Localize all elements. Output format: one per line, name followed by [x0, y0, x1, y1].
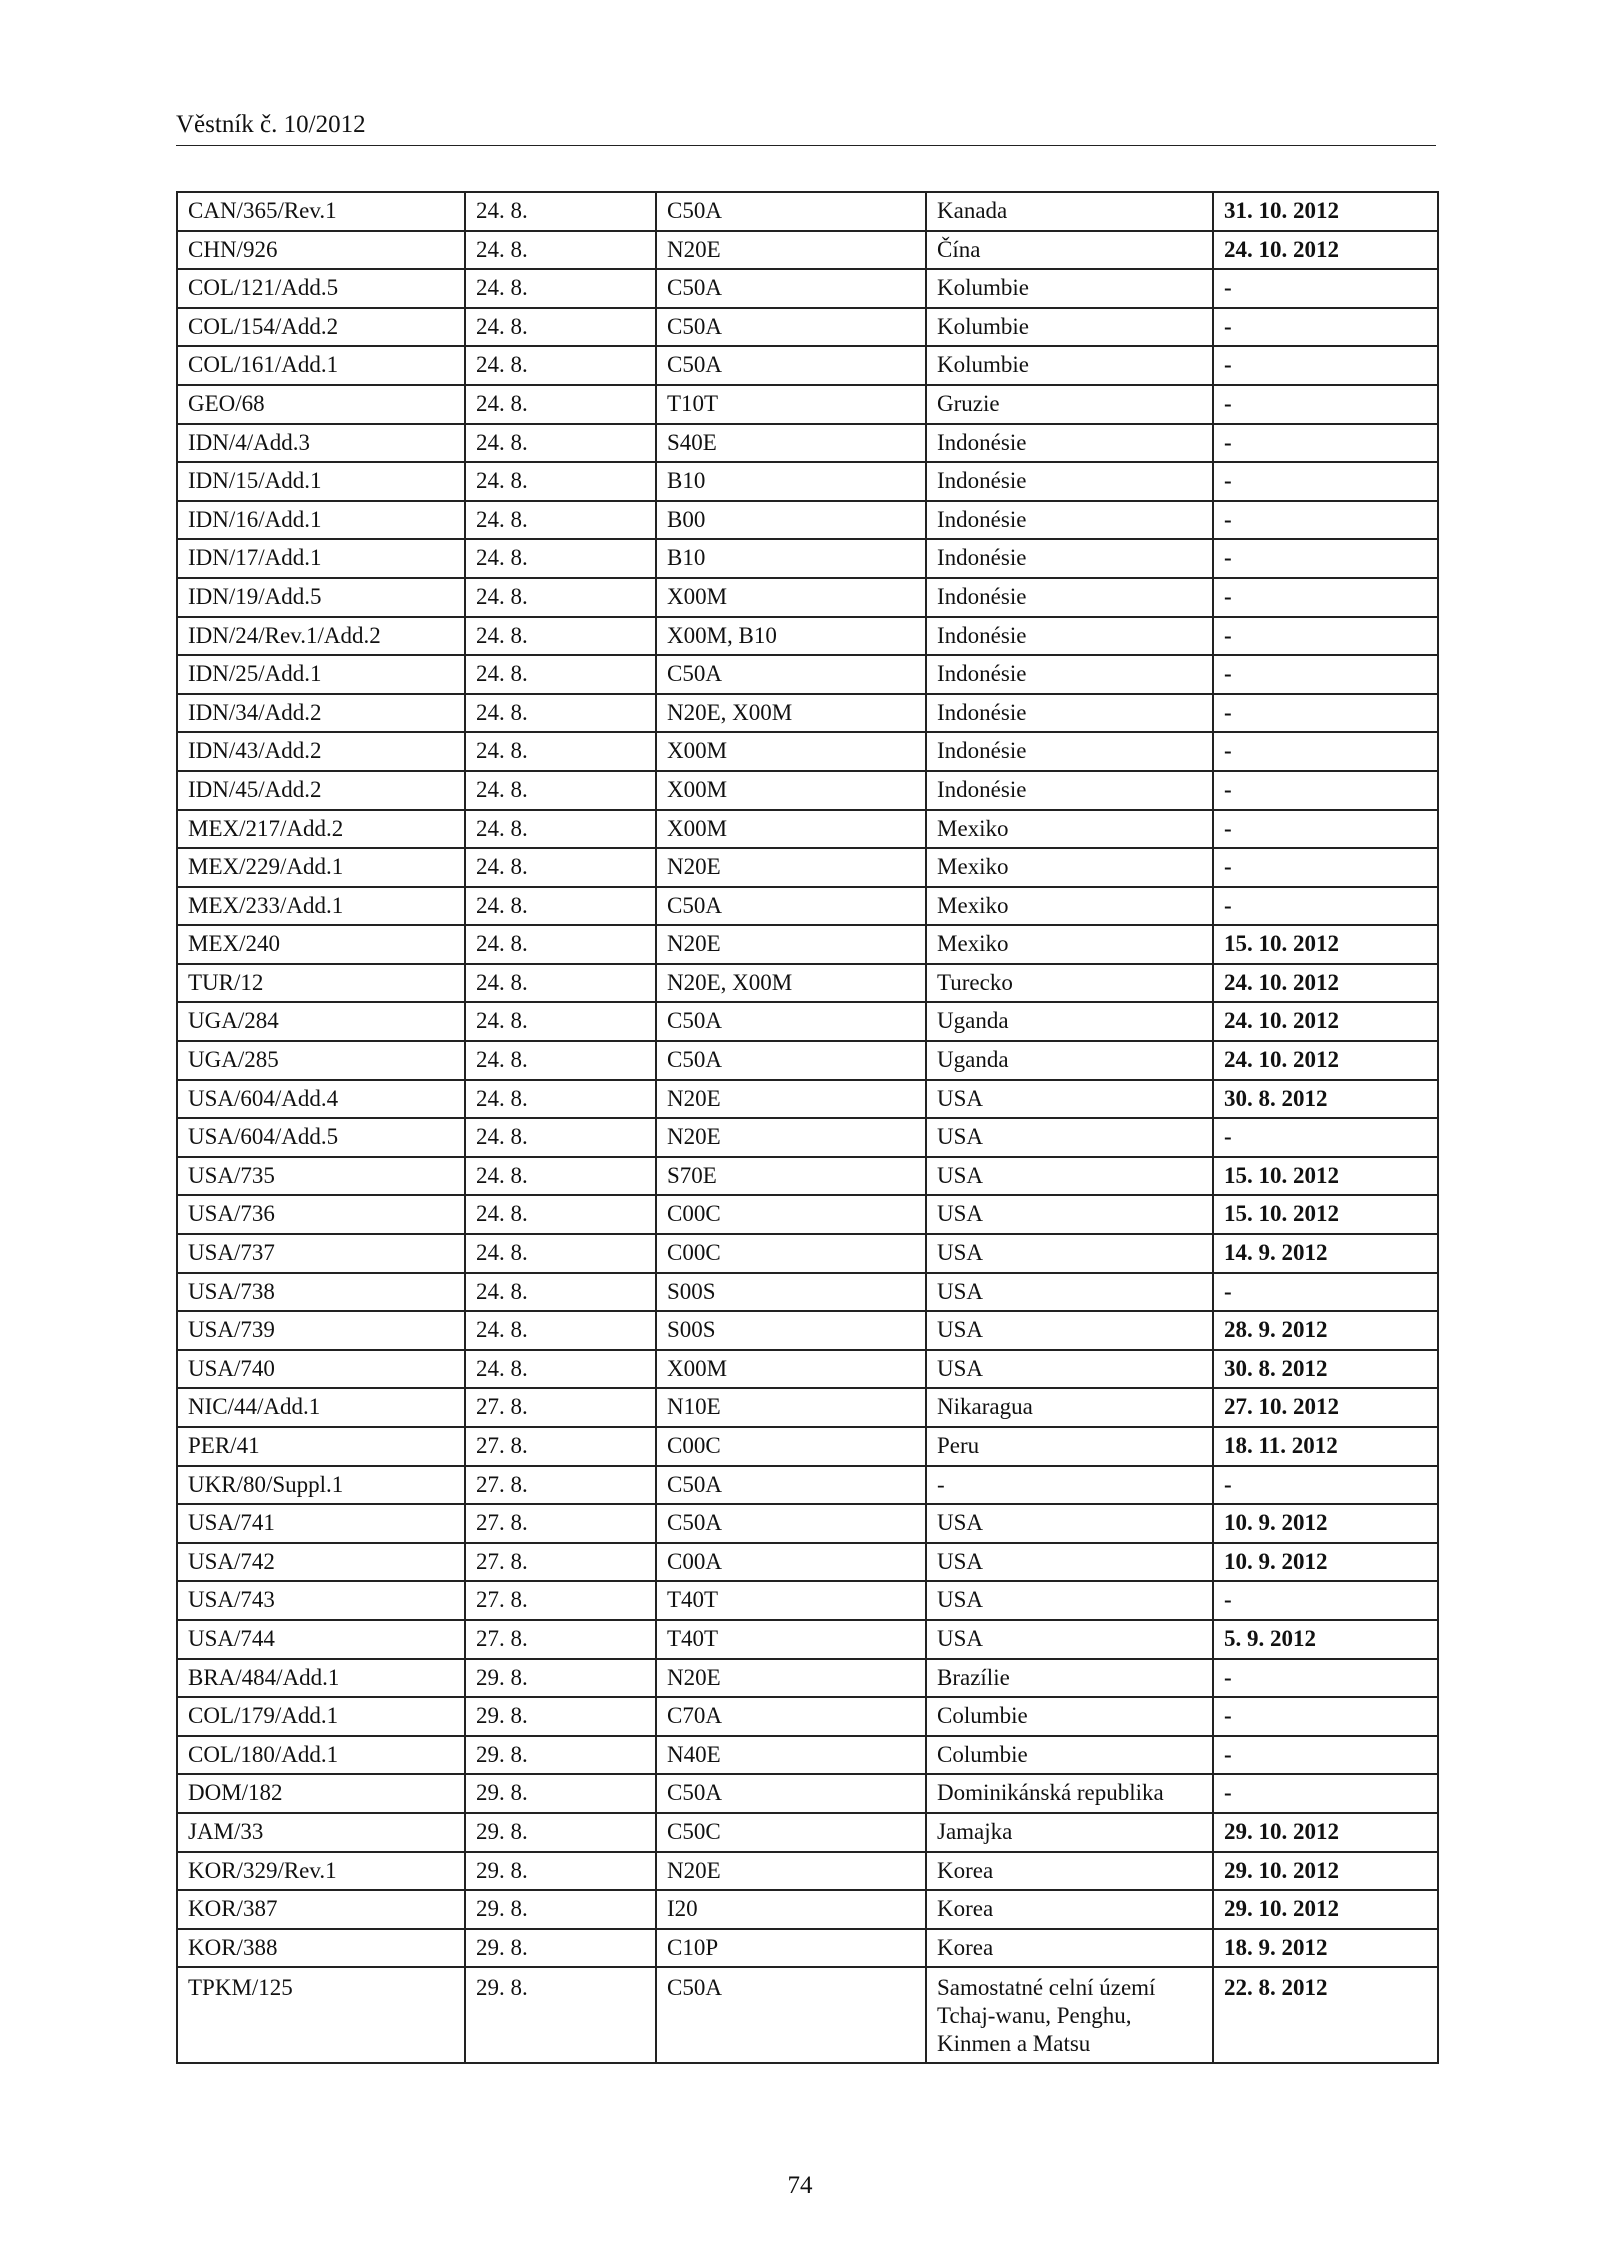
country-cell: Korea: [926, 1852, 1213, 1891]
symbol-cell: UGA/284: [177, 1002, 465, 1041]
deadline-cell: 28. 9. 2012: [1213, 1311, 1438, 1350]
code-cell: N20E: [656, 1118, 926, 1157]
symbol-cell: IDN/4/Add.3: [177, 424, 465, 463]
deadline-cell: -: [1213, 424, 1438, 463]
date-cell: 29. 8.: [465, 1659, 656, 1698]
date-cell: 27. 8.: [465, 1427, 656, 1466]
table-row: [177, 231, 1438, 270]
table-row: [177, 1388, 1438, 1427]
date-cell: 24. 8.: [465, 655, 656, 694]
code-cell: X00M: [656, 1350, 926, 1389]
symbol-cell: USA/604/Add.5: [177, 1118, 465, 1157]
table-row: [177, 308, 1438, 347]
date-cell: 29. 8.: [465, 1736, 656, 1775]
code-cell: C50A: [656, 1002, 926, 1041]
country-cell: USA: [926, 1273, 1213, 1312]
date-cell: 24. 8.: [465, 539, 656, 578]
deadline-cell: -: [1213, 1736, 1438, 1775]
date-cell: 24. 8.: [465, 424, 656, 463]
symbol-cell: BRA/484/Add.1: [177, 1659, 465, 1698]
date-cell: 24. 8.: [465, 771, 656, 810]
code-cell: C00A: [656, 1543, 926, 1582]
symbol-cell: GEO/68: [177, 385, 465, 424]
date-cell: 24. 8.: [465, 617, 656, 656]
date-cell: 29. 8.: [465, 1852, 656, 1891]
symbol-cell: MEX/233/Add.1: [177, 887, 465, 926]
code-cell: S00S: [656, 1273, 926, 1312]
country-cell: Mexiko: [926, 887, 1213, 926]
symbol-cell: IDN/45/Add.2: [177, 771, 465, 810]
date-cell: 24. 8.: [465, 1041, 656, 1080]
symbol-cell: USA/737: [177, 1234, 465, 1273]
code-cell: C50A: [656, 1774, 926, 1813]
table-row: [177, 1311, 1438, 1350]
table-row: [177, 1813, 1438, 1852]
code-cell: C50A: [656, 887, 926, 926]
country-cell: USA: [926, 1118, 1213, 1157]
symbol-cell: USA/735: [177, 1157, 465, 1196]
date-cell: 24. 8.: [465, 1157, 656, 1196]
code-cell: X00M: [656, 732, 926, 771]
deadline-cell: -: [1213, 1659, 1438, 1698]
date-cell: 29. 8.: [465, 1890, 656, 1929]
date-cell: 24. 8.: [465, 346, 656, 385]
table-row: [177, 269, 1438, 308]
table-row: [177, 655, 1438, 694]
country-cell: USA: [926, 1350, 1213, 1389]
code-cell: T40T: [656, 1581, 926, 1620]
deadline-cell: 14. 9. 2012: [1213, 1234, 1438, 1273]
table-row: [177, 1697, 1438, 1736]
deadline-cell: -: [1213, 1581, 1438, 1620]
symbol-cell: USA/738: [177, 1273, 465, 1312]
date-cell: 24. 8.: [465, 1311, 656, 1350]
code-cell: B10: [656, 462, 926, 501]
country-cell: Samostatné celní území Tchaj-wanu, Penghu, Kinmen a Matsu: [926, 1967, 1213, 2063]
date-cell: 27. 8.: [465, 1466, 656, 1505]
deadline-cell: 29. 10. 2012: [1213, 1852, 1438, 1891]
date-cell: 24. 8.: [465, 964, 656, 1003]
deadline-cell: -: [1213, 501, 1438, 540]
table-row: [177, 1350, 1438, 1389]
country-cell: Indonésie: [926, 424, 1213, 463]
date-cell: 24. 8.: [465, 848, 656, 887]
table-row: [177, 887, 1438, 926]
table-row: [177, 1967, 1438, 2063]
deadline-cell: 18. 9. 2012: [1213, 1929, 1438, 1968]
deadline-cell: -: [1213, 1774, 1438, 1813]
deadline-cell: -: [1213, 1697, 1438, 1736]
deadline-cell: 27. 10. 2012: [1213, 1388, 1438, 1427]
code-cell: B00: [656, 501, 926, 540]
deadline-cell: 29. 10. 2012: [1213, 1813, 1438, 1852]
table-row: [177, 1041, 1438, 1080]
country-cell: USA: [926, 1504, 1213, 1543]
date-cell: 24. 8.: [465, 1234, 656, 1273]
date-cell: 24. 8.: [465, 1273, 656, 1312]
table-row: [177, 424, 1438, 463]
table-row: [177, 810, 1438, 849]
deadline-cell: -: [1213, 655, 1438, 694]
date-cell: 27. 8.: [465, 1620, 656, 1659]
symbol-cell: KOR/329/Rev.1: [177, 1852, 465, 1891]
table-row: [177, 385, 1438, 424]
table-row: [177, 1620, 1438, 1659]
table-row: [177, 732, 1438, 771]
date-cell: 27. 8.: [465, 1543, 656, 1582]
code-cell: C50C: [656, 1813, 926, 1852]
deadline-cell: -: [1213, 887, 1438, 926]
table-row: [177, 1002, 1438, 1041]
symbol-cell: UKR/80/Suppl.1: [177, 1466, 465, 1505]
code-cell: C70A: [656, 1697, 926, 1736]
table-row: [177, 1195, 1438, 1234]
table-row: [177, 501, 1438, 540]
date-cell: 24. 8.: [465, 1350, 656, 1389]
table-row: [177, 771, 1438, 810]
table-body: [177, 192, 1438, 2063]
country-cell: Columbie: [926, 1697, 1213, 1736]
date-cell: 24. 8.: [465, 732, 656, 771]
table-row: [177, 1852, 1438, 1891]
country-cell: Nikaragua: [926, 1388, 1213, 1427]
country-cell: USA: [926, 1080, 1213, 1119]
country-cell: Kolumbie: [926, 269, 1213, 308]
symbol-cell: IDN/25/Add.1: [177, 655, 465, 694]
date-cell: 24. 8.: [465, 385, 656, 424]
country-cell: Indonésie: [926, 617, 1213, 656]
symbol-cell: IDN/24/Rev.1/Add.2: [177, 617, 465, 656]
symbol-cell: KOR/387: [177, 1890, 465, 1929]
table-row: [177, 925, 1438, 964]
date-cell: 29. 8.: [465, 1929, 656, 1968]
symbol-cell: MEX/240: [177, 925, 465, 964]
table-row: [177, 1543, 1438, 1582]
symbol-cell: UGA/285: [177, 1041, 465, 1080]
country-cell: Korea: [926, 1929, 1213, 1968]
table-row: [177, 539, 1438, 578]
table-row: [177, 1890, 1438, 1929]
deadline-cell: -: [1213, 308, 1438, 347]
symbol-cell: IDN/43/Add.2: [177, 732, 465, 771]
table-row: [177, 1234, 1438, 1273]
symbol-cell: IDN/16/Add.1: [177, 501, 465, 540]
symbol-cell: USA/743: [177, 1581, 465, 1620]
table-row: [177, 1466, 1438, 1505]
deadline-cell: -: [1213, 462, 1438, 501]
code-cell: X00M, B10: [656, 617, 926, 656]
symbol-cell: COL/161/Add.1: [177, 346, 465, 385]
date-cell: 24. 8.: [465, 694, 656, 733]
country-cell: Uganda: [926, 1041, 1213, 1080]
country-cell: USA: [926, 1234, 1213, 1273]
date-cell: 24. 8.: [465, 192, 656, 231]
country-cell: Dominikánská republika: [926, 1774, 1213, 1813]
table-row: [177, 1774, 1438, 1813]
deadline-cell: -: [1213, 1273, 1438, 1312]
date-cell: 29. 8.: [465, 1813, 656, 1852]
symbol-cell: USA/741: [177, 1504, 465, 1543]
table-row: [177, 964, 1438, 1003]
date-cell: 24. 8.: [465, 462, 656, 501]
table-row: [177, 617, 1438, 656]
deadline-cell: -: [1213, 810, 1438, 849]
code-cell: C50A: [656, 269, 926, 308]
country-cell: Kolumbie: [926, 346, 1213, 385]
country-cell: USA: [926, 1195, 1213, 1234]
table-row: [177, 1929, 1438, 1968]
deadline-cell: 24. 10. 2012: [1213, 231, 1438, 270]
code-cell: X00M: [656, 578, 926, 617]
deadline-cell: -: [1213, 617, 1438, 656]
date-cell: 24. 8.: [465, 501, 656, 540]
deadline-cell: -: [1213, 1118, 1438, 1157]
symbol-cell: COL/121/Add.5: [177, 269, 465, 308]
code-cell: C00C: [656, 1195, 926, 1234]
country-cell: Mexiko: [926, 848, 1213, 887]
table-row: [177, 1581, 1438, 1620]
deadline-cell: 18. 11. 2012: [1213, 1427, 1438, 1466]
symbol-cell: COL/179/Add.1: [177, 1697, 465, 1736]
date-cell: 27. 8.: [465, 1581, 656, 1620]
country-cell: Columbie: [926, 1736, 1213, 1775]
country-cell: Jamajka: [926, 1813, 1213, 1852]
code-cell: N40E: [656, 1736, 926, 1775]
country-cell: Mexiko: [926, 810, 1213, 849]
date-cell: 29. 8.: [465, 1774, 656, 1813]
deadline-cell: -: [1213, 848, 1438, 887]
symbol-cell: USA/742: [177, 1543, 465, 1582]
country-cell: Indonésie: [926, 539, 1213, 578]
country-cell: Indonésie: [926, 462, 1213, 501]
deadline-cell: 31. 10. 2012: [1213, 192, 1438, 231]
country-cell: Kolumbie: [926, 308, 1213, 347]
code-cell: N20E, X00M: [656, 694, 926, 733]
table-row: [177, 578, 1438, 617]
country-cell: Indonésie: [926, 732, 1213, 771]
symbol-cell: IDN/17/Add.1: [177, 539, 465, 578]
symbol-cell: USA/740: [177, 1350, 465, 1389]
date-cell: 24. 8.: [465, 308, 656, 347]
date-cell: 29. 8.: [465, 1967, 656, 2063]
code-cell: I20: [656, 1890, 926, 1929]
deadline-cell: 15. 10. 2012: [1213, 1195, 1438, 1234]
country-cell: Korea: [926, 1890, 1213, 1929]
table-row: [177, 346, 1438, 385]
date-cell: 27. 8.: [465, 1388, 656, 1427]
country-cell: Uganda: [926, 1002, 1213, 1041]
page-number: 74: [787, 2172, 813, 2199]
deadline-cell: -: [1213, 269, 1438, 308]
deadline-cell: 15. 10. 2012: [1213, 1157, 1438, 1196]
code-cell: C50A: [656, 308, 926, 347]
code-cell: B10: [656, 539, 926, 578]
symbol-cell: USA/744: [177, 1620, 465, 1659]
symbol-cell: TPKM/125: [177, 1967, 465, 2063]
country-cell: Indonésie: [926, 655, 1213, 694]
deadline-cell: 24. 10. 2012: [1213, 964, 1438, 1003]
country-cell: Čína: [926, 231, 1213, 270]
country-cell: USA: [926, 1543, 1213, 1582]
symbol-cell: IDN/34/Add.2: [177, 694, 465, 733]
country-cell: Indonésie: [926, 578, 1213, 617]
deadline-cell: 5. 9. 2012: [1213, 1620, 1438, 1659]
symbol-cell: COL/180/Add.1: [177, 1736, 465, 1775]
date-cell: 24. 8.: [465, 887, 656, 926]
symbol-cell: COL/154/Add.2: [177, 308, 465, 347]
date-cell: 24. 8.: [465, 269, 656, 308]
deadline-cell: -: [1213, 694, 1438, 733]
country-cell: USA: [926, 1581, 1213, 1620]
deadline-cell: -: [1213, 771, 1438, 810]
country-cell: Gruzie: [926, 385, 1213, 424]
deadline-cell: 10. 9. 2012: [1213, 1543, 1438, 1582]
symbol-cell: DOM/182: [177, 1774, 465, 1813]
date-cell: 24. 8.: [465, 1118, 656, 1157]
code-cell: C50A: [656, 655, 926, 694]
page-header-title: Věstník č. 10/2012: [176, 111, 366, 138]
symbol-cell: CHN/926: [177, 231, 465, 270]
code-cell: N20E: [656, 1080, 926, 1119]
deadline-cell: 15. 10. 2012: [1213, 925, 1438, 964]
table-row: [177, 1659, 1438, 1698]
deadline-cell: 24. 10. 2012: [1213, 1002, 1438, 1041]
deadline-cell: -: [1213, 732, 1438, 771]
symbol-cell: IDN/15/Add.1: [177, 462, 465, 501]
date-cell: 24. 8.: [465, 1195, 656, 1234]
country-cell: Indonésie: [926, 771, 1213, 810]
symbol-cell: USA/604/Add.4: [177, 1080, 465, 1119]
code-cell: S40E: [656, 424, 926, 463]
header-divider: [176, 145, 1436, 146]
code-cell: N20E, X00M: [656, 964, 926, 1003]
deadline-cell: -: [1213, 346, 1438, 385]
code-cell: C50A: [656, 1504, 926, 1543]
country-cell: USA: [926, 1311, 1213, 1350]
deadline-cell: 29. 10. 2012: [1213, 1890, 1438, 1929]
deadline-cell: -: [1213, 578, 1438, 617]
country-cell: Indonésie: [926, 694, 1213, 733]
notifications-table: [176, 191, 1439, 2064]
country-cell: -: [926, 1466, 1213, 1505]
date-cell: 24. 8.: [465, 1080, 656, 1119]
country-cell: Mexiko: [926, 925, 1213, 964]
symbol-cell: IDN/19/Add.5: [177, 578, 465, 617]
table-row: [177, 694, 1438, 733]
deadline-cell: 22. 8. 2012: [1213, 1967, 1438, 2063]
code-cell: N20E: [656, 231, 926, 270]
code-cell: N20E: [656, 848, 926, 887]
symbol-cell: CAN/365/Rev.1: [177, 192, 465, 231]
symbol-cell: USA/739: [177, 1311, 465, 1350]
country-cell: Kanada: [926, 192, 1213, 231]
deadline-cell: 30. 8. 2012: [1213, 1350, 1438, 1389]
deadline-cell: -: [1213, 539, 1438, 578]
code-cell: N20E: [656, 1659, 926, 1698]
table-row: [177, 1427, 1438, 1466]
code-cell: C00C: [656, 1234, 926, 1273]
code-cell: C10P: [656, 1929, 926, 1968]
date-cell: 24. 8.: [465, 810, 656, 849]
code-cell: C50A: [656, 1967, 926, 2063]
symbol-cell: KOR/388: [177, 1929, 465, 1968]
code-cell: T40T: [656, 1620, 926, 1659]
table-row: [177, 192, 1438, 231]
code-cell: C50A: [656, 192, 926, 231]
code-cell: C50A: [656, 1041, 926, 1080]
code-cell: X00M: [656, 810, 926, 849]
code-cell: X00M: [656, 771, 926, 810]
table-row: [177, 1273, 1438, 1312]
table-row: [177, 1080, 1438, 1119]
date-cell: 24. 8.: [465, 578, 656, 617]
deadline-cell: 24. 10. 2012: [1213, 1041, 1438, 1080]
deadline-cell: 10. 9. 2012: [1213, 1504, 1438, 1543]
date-cell: 24. 8.: [465, 231, 656, 270]
country-cell: Indonésie: [926, 501, 1213, 540]
code-cell: T10T: [656, 385, 926, 424]
date-cell: 24. 8.: [465, 1002, 656, 1041]
code-cell: N20E: [656, 1852, 926, 1891]
deadline-cell: 30. 8. 2012: [1213, 1080, 1438, 1119]
date-cell: 24. 8.: [465, 925, 656, 964]
table-row: [177, 1157, 1438, 1196]
table-row: [177, 462, 1438, 501]
code-cell: N10E: [656, 1388, 926, 1427]
code-cell: C50A: [656, 346, 926, 385]
country-cell: Turecko: [926, 964, 1213, 1003]
deadline-cell: -: [1213, 385, 1438, 424]
symbol-cell: JAM/33: [177, 1813, 465, 1852]
symbol-cell: PER/41: [177, 1427, 465, 1466]
symbol-cell: NIC/44/Add.1: [177, 1388, 465, 1427]
country-cell: Brazílie: [926, 1659, 1213, 1698]
code-cell: C00C: [656, 1427, 926, 1466]
country-cell: Peru: [926, 1427, 1213, 1466]
deadline-cell: -: [1213, 1466, 1438, 1505]
code-cell: N20E: [656, 925, 926, 964]
code-cell: S70E: [656, 1157, 926, 1196]
symbol-cell: USA/736: [177, 1195, 465, 1234]
date-cell: 29. 8.: [465, 1697, 656, 1736]
code-cell: S00S: [656, 1311, 926, 1350]
country-cell: USA: [926, 1620, 1213, 1659]
date-cell: 27. 8.: [465, 1504, 656, 1543]
country-cell: USA: [926, 1157, 1213, 1196]
symbol-cell: TUR/12: [177, 964, 465, 1003]
table-row: [177, 1504, 1438, 1543]
symbol-cell: MEX/229/Add.1: [177, 848, 465, 887]
table-row: [177, 1736, 1438, 1775]
table-row: [177, 1118, 1438, 1157]
table-row: [177, 848, 1438, 887]
symbol-cell: MEX/217/Add.2: [177, 810, 465, 849]
code-cell: C50A: [656, 1466, 926, 1505]
